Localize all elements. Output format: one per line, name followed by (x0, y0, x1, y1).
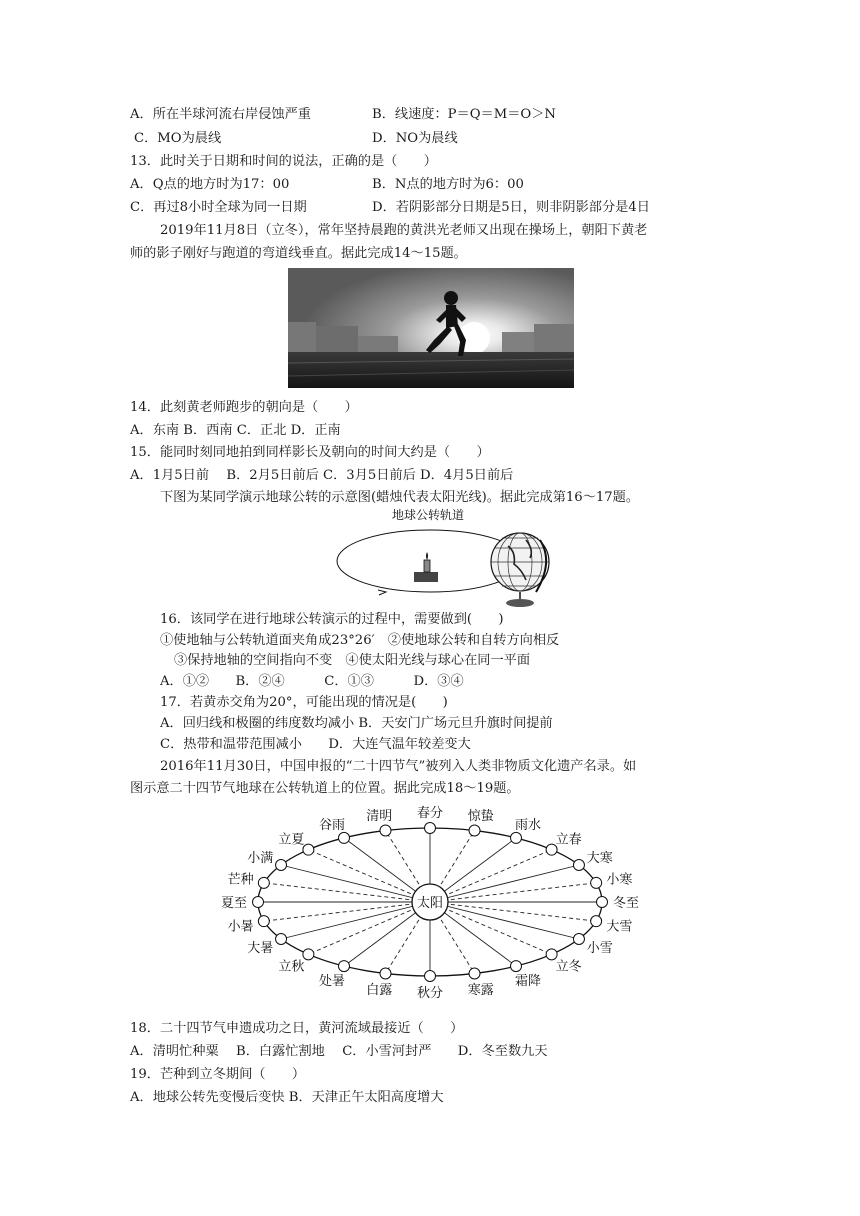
term-label: 立秋 (278, 959, 305, 975)
term-spoke (430, 902, 579, 939)
term-spoke (264, 902, 430, 921)
q16-options: A．①② B．②④ C．①③ D．③④ (160, 674, 464, 689)
passage-16-line1: 下图为某同学演示地球公转的示意图(蜡烛代表太阳光线)。据此完成第16～17题。 (160, 490, 640, 505)
term-label: 芒种 (227, 872, 254, 888)
orbit-label: 地球公转轨道 (392, 508, 465, 522)
term-label: 雨水 (514, 818, 542, 834)
term-label: 谷雨 (318, 818, 346, 834)
term-spoke (430, 850, 552, 902)
term-node (469, 968, 480, 979)
term-label: 大雪 (606, 919, 633, 935)
term-node (303, 949, 314, 960)
term-node (469, 825, 480, 836)
q19-options: A．地球公转先变慢后变快 B．天津正午太阳高度增大 (130, 1090, 444, 1105)
q15-options: A．1月5日前 B．2月5日前后 C．3月5日前后 D．4月5日前后 (130, 468, 514, 483)
term-node (253, 897, 264, 908)
term-label: 小寒 (606, 872, 633, 888)
globe-icon (491, 533, 549, 607)
passage-14-line1: 2019年11月8日（立冬），常年坚持晨跑的黄洪光老师又出现在操场上，朝阳下黄老 (160, 223, 648, 238)
term-label: 立春 (555, 832, 582, 848)
term-label: 小暑 (227, 919, 254, 935)
q13-option-d: D．若阴影部分日期是5日，则非阴影部分是4日 (372, 200, 650, 215)
orbit-diagram (330, 506, 552, 610)
q16-line1: ①使地轴与公转轨道面夹角成23°26′ ②使地球公转和自转方向相反 (160, 633, 560, 648)
q14-stem: 14．此刻黄老师跑步的朝向是（ ） (130, 400, 358, 415)
term-label: 小雪 (586, 941, 613, 956)
q17-line1: A．回归线和极圈的纬度数均减小 B．天安门广场元旦升旗时间提前 (160, 716, 553, 731)
term-node (276, 860, 287, 871)
term-label: 霜降 (514, 973, 542, 989)
term-node (258, 877, 269, 888)
term-node (573, 934, 584, 945)
term-label: 夏至 (220, 896, 248, 911)
term-node (511, 832, 522, 843)
term-node (591, 877, 602, 888)
term-spoke (281, 902, 430, 939)
candle-icon (414, 552, 438, 582)
term-node (339, 961, 350, 972)
q17-line2: C．热带和温带范围减小 D．大连气温年较差变大 (160, 737, 471, 752)
term-label: 立夏 (278, 832, 305, 848)
term-spoke (430, 865, 579, 902)
term-node (339, 832, 350, 843)
q18-stem: 18．二十四节气申遗成功之日，黄河流域最接近（ ） (130, 1021, 464, 1036)
term-node (303, 844, 314, 855)
term-label: 大寒 (586, 851, 613, 866)
solar-terms-diagram (220, 800, 640, 1012)
term-node (276, 934, 287, 945)
term-node (546, 949, 557, 960)
q12-option-a: A．所在半球河流右岸侵蚀严重 (130, 107, 311, 122)
q19-stem: 19．芒种到立冬期间（ ） (130, 1067, 306, 1082)
term-node (425, 971, 436, 982)
q14-options: A．东南 B．西南 C．正北 D．正南 (130, 423, 341, 438)
term-spoke (308, 850, 430, 902)
term-label: 小满 (247, 851, 274, 866)
term-label: 大暑 (247, 941, 274, 956)
term-node (591, 916, 602, 927)
term-node (573, 860, 584, 871)
term-label: 清明 (366, 809, 393, 825)
term-spoke (430, 902, 596, 921)
q13-stem: 13．此时关于日期和时间的说法，正确的是（ ） (130, 154, 437, 169)
term-node (380, 825, 391, 836)
term-label: 惊蛰 (467, 809, 494, 825)
term-label: 春分 (416, 806, 444, 821)
term-node (258, 916, 269, 927)
q12-option-d: D．NO为晨线 (372, 131, 458, 146)
q16-stem: 16．该同学在进行地球公转演示的过程中，需要做到( ) (160, 612, 504, 627)
term-node (597, 897, 608, 908)
q13-option-c: C．再过8小时全球为同一日期 (130, 200, 307, 215)
runner-photo (288, 268, 574, 388)
term-label: 冬至 (612, 896, 640, 911)
q13-option-a: A．Q点的地方时为17：00 (130, 177, 290, 192)
term-spoke (264, 883, 430, 902)
q12-option-c: C．MO为晨线 (134, 131, 222, 146)
q13-option-b: B．N点的地方时为6：00 (372, 177, 524, 192)
sun-label: 太阳 (416, 896, 444, 911)
term-label: 寒露 (467, 982, 494, 998)
term-label: 处暑 (318, 973, 346, 989)
term-label: 白露 (366, 982, 393, 998)
q16-line2: ③保持地轴的空间指向不变 ④使太阳光线与球心在同一平面 (174, 653, 531, 668)
term-label: 秋分 (416, 986, 444, 1001)
passage-18-line1: 2016年11月30日，中国申报的“二十四节气”被列入人类非物质文化遗产名录。如 (160, 759, 637, 774)
q17-stem: 17．若黄赤交角为20°，可能出现的情况是( ) (160, 695, 448, 710)
term-spoke (430, 883, 596, 902)
q18-options: A．清明忙种粟 B．白露忙割地 C．小雪河封严 D．冬至数九天 (130, 1044, 548, 1059)
term-node (380, 968, 391, 979)
term-spoke (430, 902, 552, 954)
term-spoke (281, 865, 430, 902)
term-node (511, 961, 522, 972)
passage-18-line2: 图示意二十四节气地球在公转轨道上的位置。据此完成18～19题。 (130, 781, 520, 796)
passage-14-line2: 师的影子刚好与跑道的弯道线垂直。据此完成14～15题。 (130, 246, 467, 261)
term-node (425, 823, 436, 834)
q15-stem: 15．能同时刻同地拍到同样影长及朝向的时间大约是（ ） (130, 445, 490, 460)
term-label: 立冬 (555, 959, 582, 975)
term-spoke (308, 902, 430, 954)
q12-option-b: B．线速度：P＝Q＝M＝O＞N (372, 107, 556, 122)
